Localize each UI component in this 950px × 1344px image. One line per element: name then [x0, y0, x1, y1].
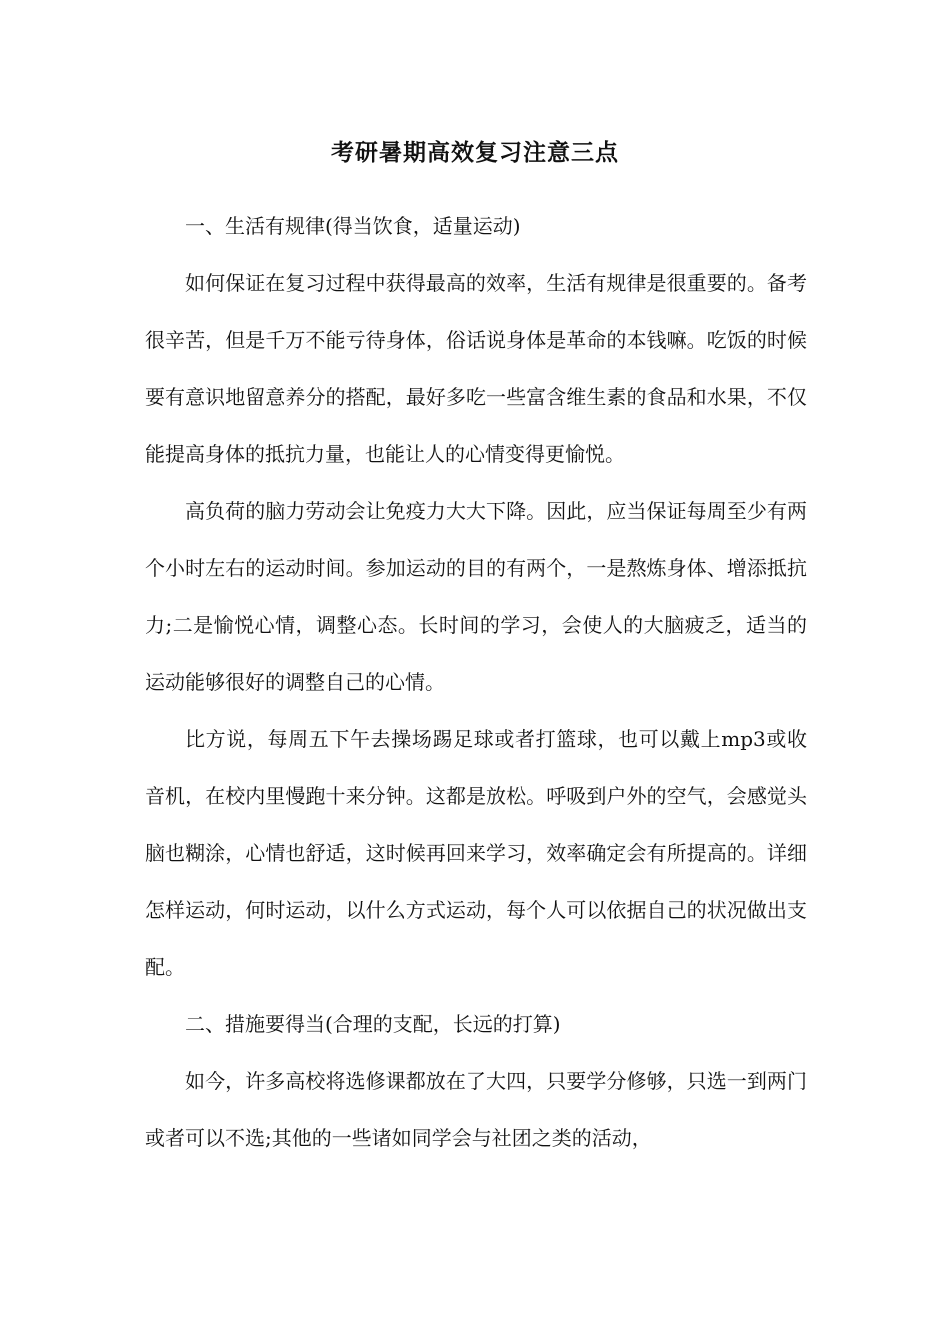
- document-body: [145, 198, 807, 1167]
- paragraph-4: 如今，许多高校将选修课都放在了大四，只要学分修够，只选一到两门或者可以不选;其他的一些诸如同学会与社团之类的活动，: [145, 1069, 807, 1150]
- paragraph-2: 高负荷的脑力劳动会让免疫力大大下降。因此，应当保证每周至少有两个小时左右的运动时间。参加运动的目的有两个，一是熬炼身体、增添抵抗力;二是愉悦心情，调整心态。长时间的学习，会使人的大脑疲乏，适当的运动能够很好的调整自己的心情。: [145, 499, 807, 694]
- paragraph-3: 比方说，每周五下午去操场踢足球或者打篮球，也可以戴上mp3或收音机，在校内里慢跑十来分钟。这都是放松。呼吸到户外的空气，会感觉头脑也糊涂，心情也舒适，这时候再回来学习，效率确定会有所提高的。详细怎样运动，何时运动，以什么方式运动，每个人可以依据自己的状况做出支配。: [145, 727, 807, 979]
- paragraph-1: 如何保证在复习过程中获得最高的效率，生活有规律是很重要的。备考很辛苦，但是千万不能亏待身体，俗话说身体是革命的本钱嘛。吃饭的时候要有意识地留意养分的搭配，最好多吃一些富含维生素的食品和水果，不仅能提高身体的抵抗力量，也能让人的心情变得更愉悦。: [145, 271, 807, 466]
- section-heading-1: 一、生活有规律(得当饮食，适量运动): [185, 214, 521, 238]
- document-title: 考研暑期高效复习注意三点: [331, 139, 619, 166]
- section-heading-2: 二、措施要得当(合理的支配，长远的打算): [185, 1012, 561, 1036]
